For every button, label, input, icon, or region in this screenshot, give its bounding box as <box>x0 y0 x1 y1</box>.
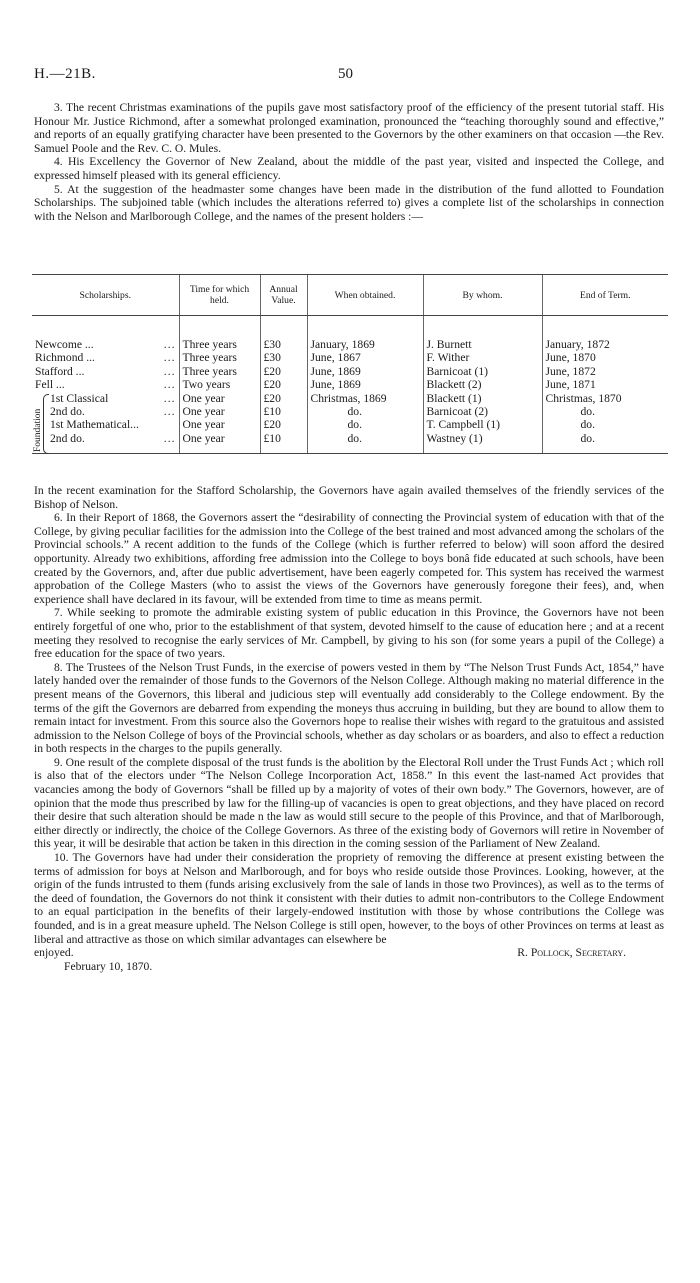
table-row: Richmond ... ... Three years £30 June, 1867 F. Wither June, 1870 <box>32 351 668 364</box>
scholarship-name: 1st Classical <box>50 391 109 405</box>
table-row: 2nd do. ... One year £10 do. Barnicoat (2) do. <box>32 405 668 418</box>
header-annual-value: Annual Value. <box>260 275 307 316</box>
when-obtained: June, 1869 <box>307 365 423 378</box>
scholarship-name: Stafford ... <box>35 364 85 378</box>
scholarships-table <box>32 274 668 454</box>
when-obtained: January, 1869 <box>307 338 423 351</box>
when-obtained: do. <box>307 405 423 418</box>
header-time-held: Time for which held. <box>179 275 260 316</box>
table-row: Newcome ... ... Three years £30 January, 1869 J. Burnett January, 1872 <box>32 338 668 351</box>
paragraph-6: 6. In their Report of 1868, the Governors assert the “desirability of connecting the Provincial system of education with that of the College, by giving peculiar facilities for the admission into the College of the best trained and most advanced among the scholars of the Provincial schools.” A recent addition to the funds of the College (which is further referred to below) will soon afford the desired opportunity. Already two exhibitions, affording free admission into the College to boys bonâ fide educated at such schools, have been created by the Governors, and, after due public advertisement, have been eagerly competed for. This system has received the warmest approbation of the College Masters (who to assist the views of the Governors have generously foregone their fees), and, when experience shall have declared in its favour, will be extended from time to time as means permit. <box>34 511 664 606</box>
document-code: H.—21B. <box>34 66 96 82</box>
end-of-term: do. <box>542 418 668 431</box>
end-of-term: June, 1872 <box>542 365 668 378</box>
by-whom: Wastney (1) <box>423 432 542 454</box>
paragraph-5: 5. At the suggestion of the headmaster some changes have been made in the distribution of the fund allotted to Foundation Scholarships. The subjoined table (which includes the alterations referred to) gives a complete list of the scholarships in connection with the Nelson and Marlborough College, and the names of the present holders :— <box>34 182 664 223</box>
by-whom: Barnicoat (1) <box>423 365 542 378</box>
document-date: February 10, 1870. <box>64 960 153 973</box>
time-held: One year <box>179 418 260 431</box>
time-held: Three years <box>179 365 260 378</box>
header-end-of-term: End of Term. <box>542 275 668 316</box>
table-row: Fell ... ... Two years £20 June, 1869 Blackett (2) June, 1871 <box>32 378 668 391</box>
body-paragraphs <box>34 484 664 946</box>
header-by-whom: By whom. <box>423 275 542 316</box>
stafford-paragraph: In the recent examination for the Stafford Scholarship, the Governors have again availed themselves of the friendly services of the Bishop of Nelson. <box>34 484 664 511</box>
annual-value: £30 <box>260 338 307 351</box>
foundation-label: Foundation <box>33 408 43 452</box>
paragraph-8: 8. The Trustees of the Nelson Trust Funds, in the exercise of powers vested in them by “The Nelson Trust Funds Act, 1854,” have lately handed over the remainder of those funds to the Governors of the Nelson College. Although making no material difference in the present means of the Governors, this liberal and judicious step will eventually add considerably to the College endowment. By the terms of the gift the Governors are debarred from expending the moneys thus accruing in building, but they are bound to allow them to remain intact for investment. From this source also the Governors hope to realise their wishes with regard to the gratuitous and assisted admission to the Nelson College of boys of the Provincial schools, whether as day scholars or as boarders, and also to effect a reduction in both respects in the charges to the pupils generally. <box>34 660 664 756</box>
time-held: One year <box>179 432 260 454</box>
annual-value: £20 <box>260 392 307 405</box>
table-row <box>32 418 668 431</box>
signature: R. Pollock, Secretary. <box>517 946 626 959</box>
scholarship-name: Newcome ... <box>35 338 94 351</box>
end-of-term: January, 1872 <box>542 338 668 351</box>
end-of-term: do. <box>542 432 668 454</box>
paragraph-7: 7. While seeking to promote the admirable existing system of public education in this Province, the Governors have not been entirely forgetful of one who, prior to the establishment of that system, devoted himself to the cause of education here ; and at a recent meeting they resolved to recognise the early services of Mr. Campbell, by giving to his son (for some years a pupil of the College) a free education for the space of two years. <box>34 606 664 661</box>
end-of-term: June, 1871 <box>542 378 668 391</box>
annual-value: £20 <box>260 365 307 378</box>
annual-value: £30 <box>260 351 307 364</box>
intro-paragraphs <box>34 101 664 223</box>
annual-value: £20 <box>260 378 307 391</box>
by-whom: Blackett (1) <box>423 392 542 405</box>
scholarship-name: Fell ... <box>35 378 65 392</box>
end-of-term: do. <box>542 405 668 418</box>
page-number: 50 <box>338 66 353 82</box>
by-whom: J. Burnett <box>423 338 542 351</box>
when-obtained: June, 1869 <box>307 378 423 391</box>
annual-value: £10 <box>260 432 307 454</box>
by-whom: Barnicoat (2) <box>423 405 542 418</box>
by-whom: T. Campbell (1) <box>423 418 542 431</box>
annual-value: £20 <box>260 418 307 431</box>
paragraph-9: 9. One result of the complete disposal of the trust funds is the abolition by the Electoral Roll under the Trust Funds Act ; which roll is also that of the electors under “The Nelson College Incorporation Act, 1858.” In this event the last-named Act provides that vacancies among the body of Governors “shall be filled up by a majority of votes of their own body.” The Governors, however, are of opinion that the mode thus prescribed by law for the filling-up of vacancies is open to great objections, and they have placed on record their desire that such alteration should be made n the law as would still secure to the people of this Province, and that of Marlborough, either directly or indirectly, the choice of the College Governors. As three of the existing body of Governors will retire in November of this year, it will be desirable that action be taken in this direction in the coming session of the Parliament of New Zealand. <box>34 755 664 851</box>
table-row: 2nd do. ... One year £10 do. Wastney (1) do. <box>32 432 668 454</box>
time-held: Three years <box>179 351 260 364</box>
paragraph-3: 3. The recent Christmas examinations of the pupils gave most satisfactory proof of the efficiency of the present tutorial staff. His Honour Mr. Justice Richmond, after a somewhat prolonged examination, pronounced the “teaching thoroughly sound and effective,” and reports of an equally gratifying character have been presented to the Governors by the other examiners on that occasion —the Rev. Samuel Poole and the Rev. C. O. Mules. <box>34 101 664 155</box>
by-whom: F. Wither <box>423 351 542 364</box>
end-of-term: June, 1870 <box>542 351 668 364</box>
when-obtained: Christmas, 1869 <box>307 392 423 405</box>
closing-word: enjoyed. <box>34 946 74 959</box>
time-held: One year <box>179 405 260 418</box>
paragraph-10: 10. The Governors have had under their consideration the propriety of removing the difference at present existing between the terms of admission for boys at Nelson and Marlborough, and for boys who reside outside those Provinces. Looking, however, at the origin of the funds intrusted to them (funds arising exclusively from the sale of lands in those two Provinces), as well as to the terms of the deed of foundation, the Governors do not think it consistent with their duties to admit non-contributors to the College Endowment to an equal participation in the benefits of their largely-endowed institution with those by whose contributions the College was founded, and is in a great measure upheld. The Nelson College is still open, however, to the boys of other Provinces on terms at least as liberal and attractive as those on which similar advantages can elsewhere be <box>34 851 664 946</box>
header-scholarships: Scholarships. <box>32 275 179 316</box>
when-obtained: June, 1867 <box>307 351 423 364</box>
foundation-brace <box>43 394 49 454</box>
when-obtained: do. <box>307 418 423 431</box>
table-row: 1st Classical ... One year £20 Christmas, 1869 Blackett (1) Christmas, 1870 <box>32 392 668 405</box>
time-held: Two years <box>179 378 260 391</box>
annual-value: £10 <box>260 405 307 418</box>
scholarship-name: Richmond ... <box>35 351 95 365</box>
scholarship-name: 2nd do. <box>50 431 85 445</box>
paragraph-4: 4. His Excellency the Governor of New Zealand, about the middle of the past year, visited and inspected the College, and expressed himself pleased with its general efficiency. <box>34 155 664 182</box>
end-of-term: Christmas, 1870 <box>542 392 668 405</box>
scholarship-name: 1st Mathematical... <box>50 418 139 432</box>
header-when-obtained: When obtained. <box>307 275 423 316</box>
table-row: Stafford ... ... Three years £20 June, 1869 Barnicoat (1) June, 1872 <box>32 365 668 378</box>
time-held: One year <box>179 392 260 405</box>
time-held: Three years <box>179 338 260 351</box>
by-whom: Blackett (2) <box>423 378 542 391</box>
table-header-row <box>32 275 668 316</box>
scholarship-name: 2nd do. <box>50 405 85 419</box>
when-obtained: do. <box>307 432 423 454</box>
